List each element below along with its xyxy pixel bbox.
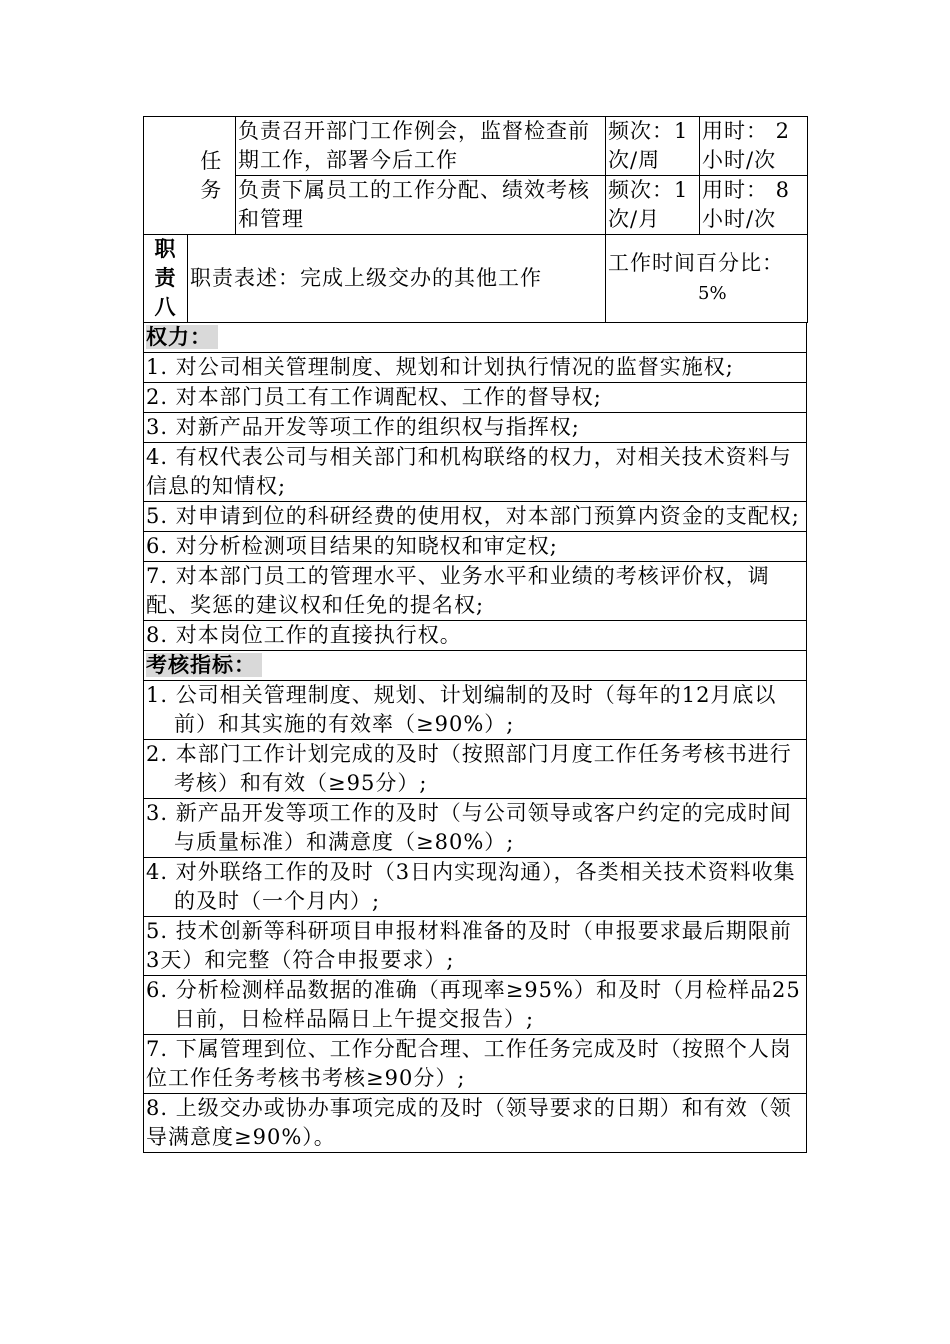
tasks-header: 任务 bbox=[188, 117, 236, 235]
task-desc: 负责召开部门工作例会，监督检查前期工作，部署今后工作 bbox=[236, 117, 606, 176]
kpi-item: 2. 本部门工作计划完成的及时（按照部门月度工作任务考核书进行考核）和有效（≥95分）; bbox=[144, 739, 807, 798]
kpi-item: 7. 下属管理到位、工作分配合理、工作任务完成及时（按照个人岗位工作任务考核书考核≥90分）; bbox=[144, 1034, 807, 1093]
task-time: 用时： 2小时/次 bbox=[700, 117, 808, 176]
power-item: 8. 对本岗位工作的直接执行权。 bbox=[144, 620, 807, 650]
kpi-item: 3. 新产品开发等项工作的及时（与公司领导或客户约定的完成时间与质量标准）和满意度（≥80%）; bbox=[144, 798, 807, 857]
power-item: 5. 对申请到位的科研经费的使用权，对本部门预算内资金的支配权; bbox=[144, 501, 807, 531]
job-description-document bbox=[143, 116, 807, 1153]
kpi-item: 8. 上级交办或协办事项完成的及时（领导要求的日期）和有效（领导满意度≥90%）。 bbox=[144, 1093, 807, 1152]
duty8-desc: 职责表述：完成上级交办的其他工作 bbox=[188, 235, 606, 323]
task-row bbox=[144, 176, 808, 235]
kpi-item: 4. 对外联络工作的及时（3日内实现沟通），各类相关技术资料收集的及时（一个月内）; bbox=[144, 857, 807, 916]
section-title-kpis: 考核指标： bbox=[144, 650, 807, 680]
duty8-label: 职责八 bbox=[144, 235, 188, 323]
task-desc: 负责下属员工的工作分配、绩效考核和管理 bbox=[236, 176, 606, 235]
powers-table bbox=[143, 322, 807, 1153]
power-item: 7. 对本部门员工的管理水平、业务水平和业绩的考核评价权，调配、奖惩的建议权和任免的提名权; bbox=[144, 561, 807, 620]
power-item: 6. 对分析检测项目结果的知晓权和审定权; bbox=[144, 531, 807, 561]
duty8-percentage bbox=[606, 235, 808, 323]
power-item: 2. 对本部门员工有工作调配权、工作的督导权; bbox=[144, 382, 807, 412]
blank-cell bbox=[144, 117, 188, 235]
task-row bbox=[144, 117, 808, 176]
percentage-value: 5% bbox=[698, 283, 727, 304]
power-item: 4. 有权代表公司与相关部门和机构联络的权力，对相关技术资料与信息的知情权; bbox=[144, 442, 807, 501]
section-title-powers: 权力： bbox=[144, 322, 807, 352]
task-time: 用时： 8小时/次 bbox=[700, 176, 808, 235]
duty8-row bbox=[144, 235, 808, 323]
power-item: 3. 对新产品开发等项工作的组织权与指挥权; bbox=[144, 412, 807, 442]
kpi-item: 6. 分析检测样品数据的准确（再现率≥95%）和及时（月检样品25日前，日检样品隔日上午提交报告）; bbox=[144, 975, 807, 1034]
task-frequency: 频次：1次/月 bbox=[606, 176, 700, 235]
duties-table bbox=[143, 116, 808, 323]
power-item: 1. 对公司相关管理制度、规划和计划执行情况的监督实施权; bbox=[144, 352, 807, 382]
percentage-label: 工作时间百分比： bbox=[608, 251, 784, 275]
kpi-item: 5. 技术创新等科研项目申报材料准备的及时（申报要求最后期限前3天）和完整（符合申报要求）; bbox=[144, 916, 807, 975]
kpi-item: 1. 公司相关管理制度、规划、计划编制的及时（每年的12月底以前）和其实施的有效率（≥90%）; bbox=[144, 680, 807, 739]
task-frequency: 频次：1次/周 bbox=[606, 117, 700, 176]
